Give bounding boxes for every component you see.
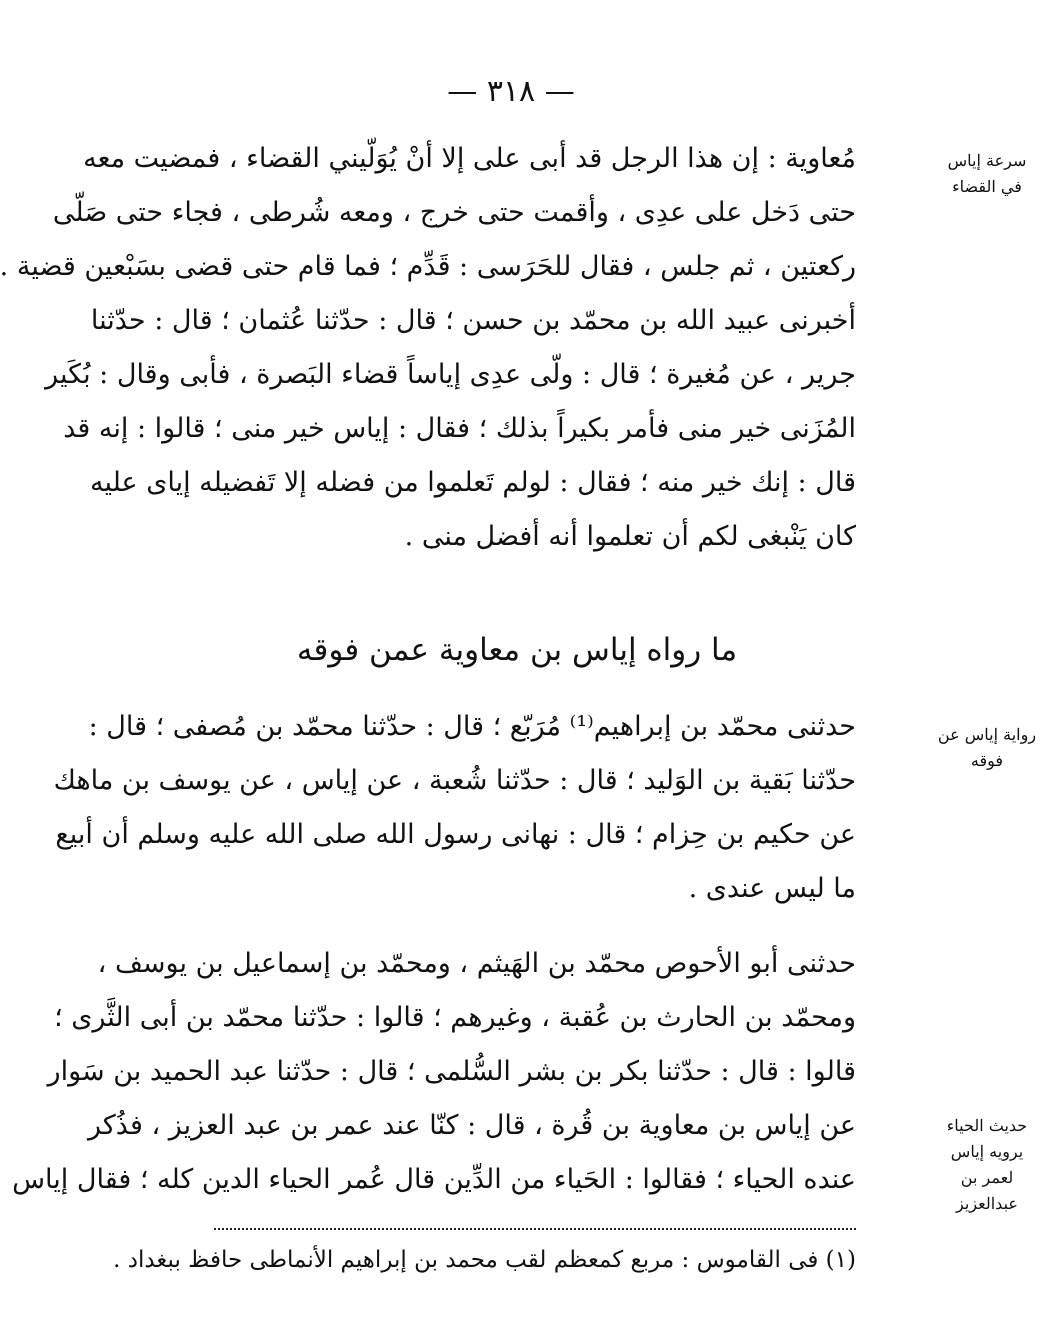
text-line: ركعتين ، ثم جلس ، فقال للحَرَسى : قَدِّم ؛ فما قام حتى قضى بسَبْعين قضية . bbox=[0, 251, 856, 282]
text-line: عنده الحياء ؛ فقالوا : الحَياء من الدِّين قال عُمر الحياء الدين كله ؛ فقال إياس bbox=[12, 1164, 856, 1195]
footnote-divider bbox=[214, 1228, 856, 1230]
text-line: ومحمّد بن الحارث بن عُقبة ، وغيرهم ؛ قالوا : حدّثنا محمّد بن أبى الثَّرى ؛ bbox=[54, 1002, 856, 1033]
text-line: حتى دَخل على عدِى ، وأقمت حتى خرج ، ومعه شُرطى ، فجاء حتى صَلّى bbox=[52, 197, 856, 228]
text-line: جرير ، عن مُغيرة ؛ قال : ولّى عدِى إياساً قضاء البَصرة ، فأبى وقال : بُكَير bbox=[45, 359, 856, 390]
footnote: (١) فى القاموس : مربع كمعظم لقب محمد بن إبراهيم الأنماطى حافظ ببغداد . bbox=[113, 1247, 856, 1273]
margin-note-speed-of-judgment: سرعة إياس في القضاء bbox=[947, 151, 1027, 196]
section-heading: ما رواه إياس بن معاوية عمن فوقه bbox=[296, 632, 738, 668]
text-line: كان يَنْبغى لكم أن تعلموا أنه أفضل منى . bbox=[404, 521, 856, 552]
text-line: عن إياس بن معاوية بن قُرة ، قال : كنّا عند عمر بن عبد العزيز ، فذُكر bbox=[88, 1110, 856, 1141]
text-line: المُزَنى خير منى فأمر بكيراً بذلك ؛ فقال : إياس خير منى ؛ قالوا : إنه قد bbox=[63, 413, 856, 444]
section-3-text bbox=[12, 937, 856, 1207]
text-line: حدّثنا بَقية بن الوَليد ؛ قال : حدّثنا شُعبة ، عن إياس ، عن يوسف بن ماهك bbox=[53, 765, 856, 796]
text-line: حدثنى محمّد بن إبراهيم⁽¹⁾ مُرَبّع ؛ قال : حدّثنا محمّد بن مُصفى ؛ قال : bbox=[88, 711, 856, 742]
text-line: قال : إنك خير منه ؛ فقال : لولم تَعلموا من فضله إلا تَفضيله إياى عليه bbox=[89, 467, 856, 498]
page-number: — ٣١٨ — bbox=[447, 74, 575, 109]
text-line: قالوا : قال : حدّثنا بكر بن بشر السُّلمى ؛ قال : حدّثنا عبد الحميد بن سَوار bbox=[47, 1056, 856, 1087]
text-line: مُعاوية : إن هذا الرجل قد أبى على إلا أنْ يُوَلّيني القضاء ، فمضيت معه bbox=[83, 143, 856, 174]
text-line: عن حكيم بن حِزام ؛ قال : نهانى رسول الله صلى الله عليه وسلم أن أبيع bbox=[55, 819, 856, 850]
text-line: حدثنى أبو الأحوص محمّد بن الهَيثم ، ومحمّد بن إسماعيل بن يوسف ، bbox=[97, 948, 856, 979]
text-line: ما ليس عندى . bbox=[688, 873, 856, 904]
margin-note-modesty-hadith: حديث الحياء يرويه إياس لعمر بن عبدالعزيز bbox=[946, 1116, 1028, 1213]
section-2-text bbox=[53, 700, 856, 916]
margin-note-narration: رواية إياس عن فوقه bbox=[937, 725, 1037, 770]
text-line: أخبرنى عبيد الله بن محمّد بن حسن ؛ قال : حدّثنا عُثمان ؛ قال : حدّثنا bbox=[90, 305, 856, 336]
section-1-text bbox=[0, 132, 856, 564]
